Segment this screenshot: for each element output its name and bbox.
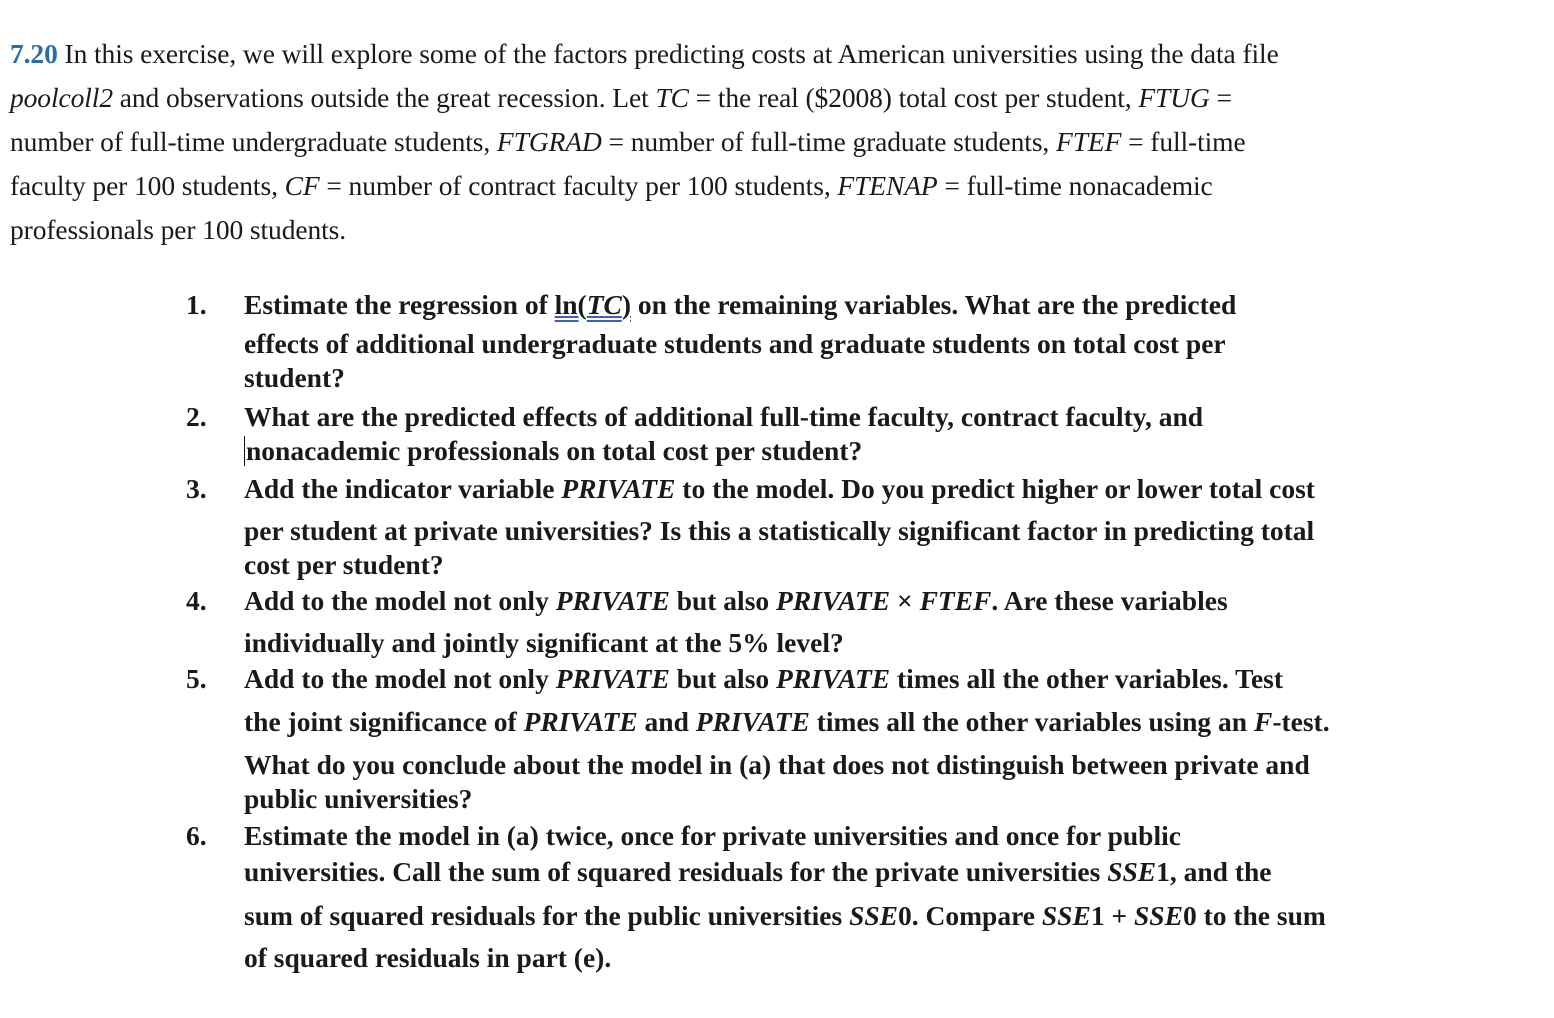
variable-name: PRIVATE bbox=[555, 663, 670, 694]
intro-line-3 bbox=[10, 120, 1510, 164]
text-run: ln( bbox=[554, 289, 587, 320]
variable-name: FTENAP bbox=[837, 170, 938, 201]
intro-text: number of full-time undergraduate students, bbox=[10, 126, 497, 157]
text-run: but also bbox=[669, 585, 777, 616]
text-run: Add the indicator variable bbox=[244, 473, 562, 504]
intro-text: = bbox=[1209, 82, 1232, 113]
text-run: ) bbox=[621, 289, 632, 320]
text-run: and bbox=[637, 706, 696, 737]
text-run: 0. Compare bbox=[898, 900, 1042, 931]
question-line: What are the predicted effects of additional full-time faculty, contract faculty, and bbox=[244, 401, 1204, 432]
variable-name: SSE bbox=[1134, 900, 1183, 931]
intro-line-1 bbox=[10, 32, 1510, 76]
question-text bbox=[244, 818, 1504, 976]
variable-name: SSE bbox=[1107, 856, 1157, 887]
variable-name: PRIVATE bbox=[555, 585, 670, 616]
variable-name: PRIVATE bbox=[695, 706, 810, 737]
variable-name: FTEF bbox=[1056, 126, 1122, 157]
intro-text: = the real ($2008) total cost per student, bbox=[688, 82, 1139, 113]
text-run: times all the other variables. Test bbox=[890, 663, 1284, 694]
text-run: 1, and the bbox=[1156, 856, 1272, 887]
variable-name: PRIVATE bbox=[561, 473, 676, 504]
question-line bbox=[244, 283, 1504, 327]
intro-line-4 bbox=[10, 164, 1510, 208]
variable-name: SSE bbox=[849, 900, 899, 931]
intro-text: faculty per 100 students, bbox=[10, 170, 285, 201]
text-run: but also bbox=[669, 663, 777, 694]
variable-name: FTEF bbox=[919, 585, 992, 616]
question-text bbox=[244, 288, 1504, 395]
text-run: . Are these variables bbox=[991, 585, 1228, 616]
question-line: Estimate the model in (a) twice, once for private universities and once for public bbox=[244, 820, 1181, 851]
question-marker: 4. bbox=[186, 585, 207, 616]
text-run: universities. Call the sum of squared residuals for the private universities bbox=[244, 856, 1108, 887]
question-line: What do you conclude about the model in (a) that does not distinguish between private and bbox=[244, 749, 1310, 780]
question-line bbox=[244, 584, 1504, 626]
variable-name: PRIVATE bbox=[523, 706, 638, 737]
question-line: cost per student? bbox=[244, 549, 444, 580]
text-run: the joint significance of bbox=[244, 706, 524, 737]
intro-line-2 bbox=[10, 76, 1510, 120]
text-run: Estimate the regression of bbox=[244, 289, 555, 320]
question-text bbox=[244, 584, 1504, 660]
text-run: times all the other variables using an bbox=[809, 706, 1254, 737]
question-marker: 6. bbox=[186, 820, 207, 851]
text-run: to the model. Do you predict higher or lower total cost bbox=[675, 473, 1315, 504]
question-line: public universities? bbox=[244, 783, 473, 814]
exercise-number: 7.20 bbox=[10, 38, 58, 69]
text-cursor bbox=[244, 436, 245, 466]
variable-name: PRIVATE bbox=[776, 663, 891, 694]
text-run: Add to the model not only bbox=[244, 585, 556, 616]
text-run: Add to the model not only bbox=[244, 663, 556, 694]
ln-function bbox=[555, 289, 631, 320]
intro-text: = number of full-time graduate students, bbox=[601, 126, 1056, 157]
variable-name: SSE bbox=[1041, 900, 1091, 931]
intro-text: and observations outside the great recession. Let bbox=[112, 82, 656, 113]
variable-name: PRIVATE bbox=[776, 585, 891, 616]
question-line bbox=[244, 472, 1504, 514]
text-run: on the remaining variables. What are the predicted bbox=[631, 289, 1237, 320]
intro-line-5 bbox=[10, 208, 1510, 252]
question-line bbox=[244, 705, 1504, 748]
question-line bbox=[244, 662, 1504, 705]
question-marker: 1. bbox=[186, 289, 207, 320]
variable-name: F bbox=[1253, 706, 1273, 737]
intro-text: professionals per 100 students. bbox=[10, 214, 347, 245]
text-run: -test. bbox=[1272, 706, 1330, 737]
variable-name: FTGRAD bbox=[496, 126, 602, 157]
variable-name: CF bbox=[284, 170, 320, 201]
question-marker: 2. bbox=[186, 401, 207, 432]
question-text bbox=[244, 662, 1504, 816]
data-file-name: poolcoll2 bbox=[10, 82, 113, 113]
text-run: 1 + bbox=[1090, 900, 1134, 931]
text-run: nonacademic professionals on total cost per student? bbox=[246, 435, 863, 466]
intro-text: = full-time nonacademic bbox=[937, 170, 1213, 201]
times-sign: × bbox=[890, 585, 920, 616]
question-line bbox=[244, 854, 1504, 898]
variable-name: TC bbox=[655, 82, 689, 113]
exercise-intro bbox=[10, 32, 1510, 252]
question-marker: 5. bbox=[186, 663, 207, 694]
intro-text: = full-time bbox=[1121, 126, 1246, 157]
question-line: student? bbox=[244, 362, 345, 393]
intro-text: = number of contract faculty per 100 students, bbox=[319, 170, 838, 201]
variable-name: FTUG bbox=[1138, 82, 1210, 113]
question-text bbox=[244, 472, 1504, 582]
question-line bbox=[244, 898, 1504, 940]
question-marker: 3. bbox=[186, 473, 207, 504]
question-line: per student at private universities? Is this a statistically significant factor in predicting total bbox=[244, 515, 1315, 546]
question-line: individually and jointly significant at the 5% level? bbox=[244, 627, 844, 658]
text-run: 0 to the sum bbox=[1182, 900, 1326, 931]
question-line bbox=[244, 434, 1504, 468]
question-line: effects of additional undergraduate students and graduate students on total cost per bbox=[244, 328, 1226, 359]
question-line: of squared residuals in part (e). bbox=[244, 942, 612, 973]
text-run: sum of squared residuals for the public universities bbox=[244, 900, 850, 931]
question-text bbox=[244, 400, 1504, 468]
variable-name: TC bbox=[586, 289, 622, 320]
intro-text: In this exercise, we will explore some of the factors predicting costs at American universities using the data file bbox=[64, 38, 1279, 69]
